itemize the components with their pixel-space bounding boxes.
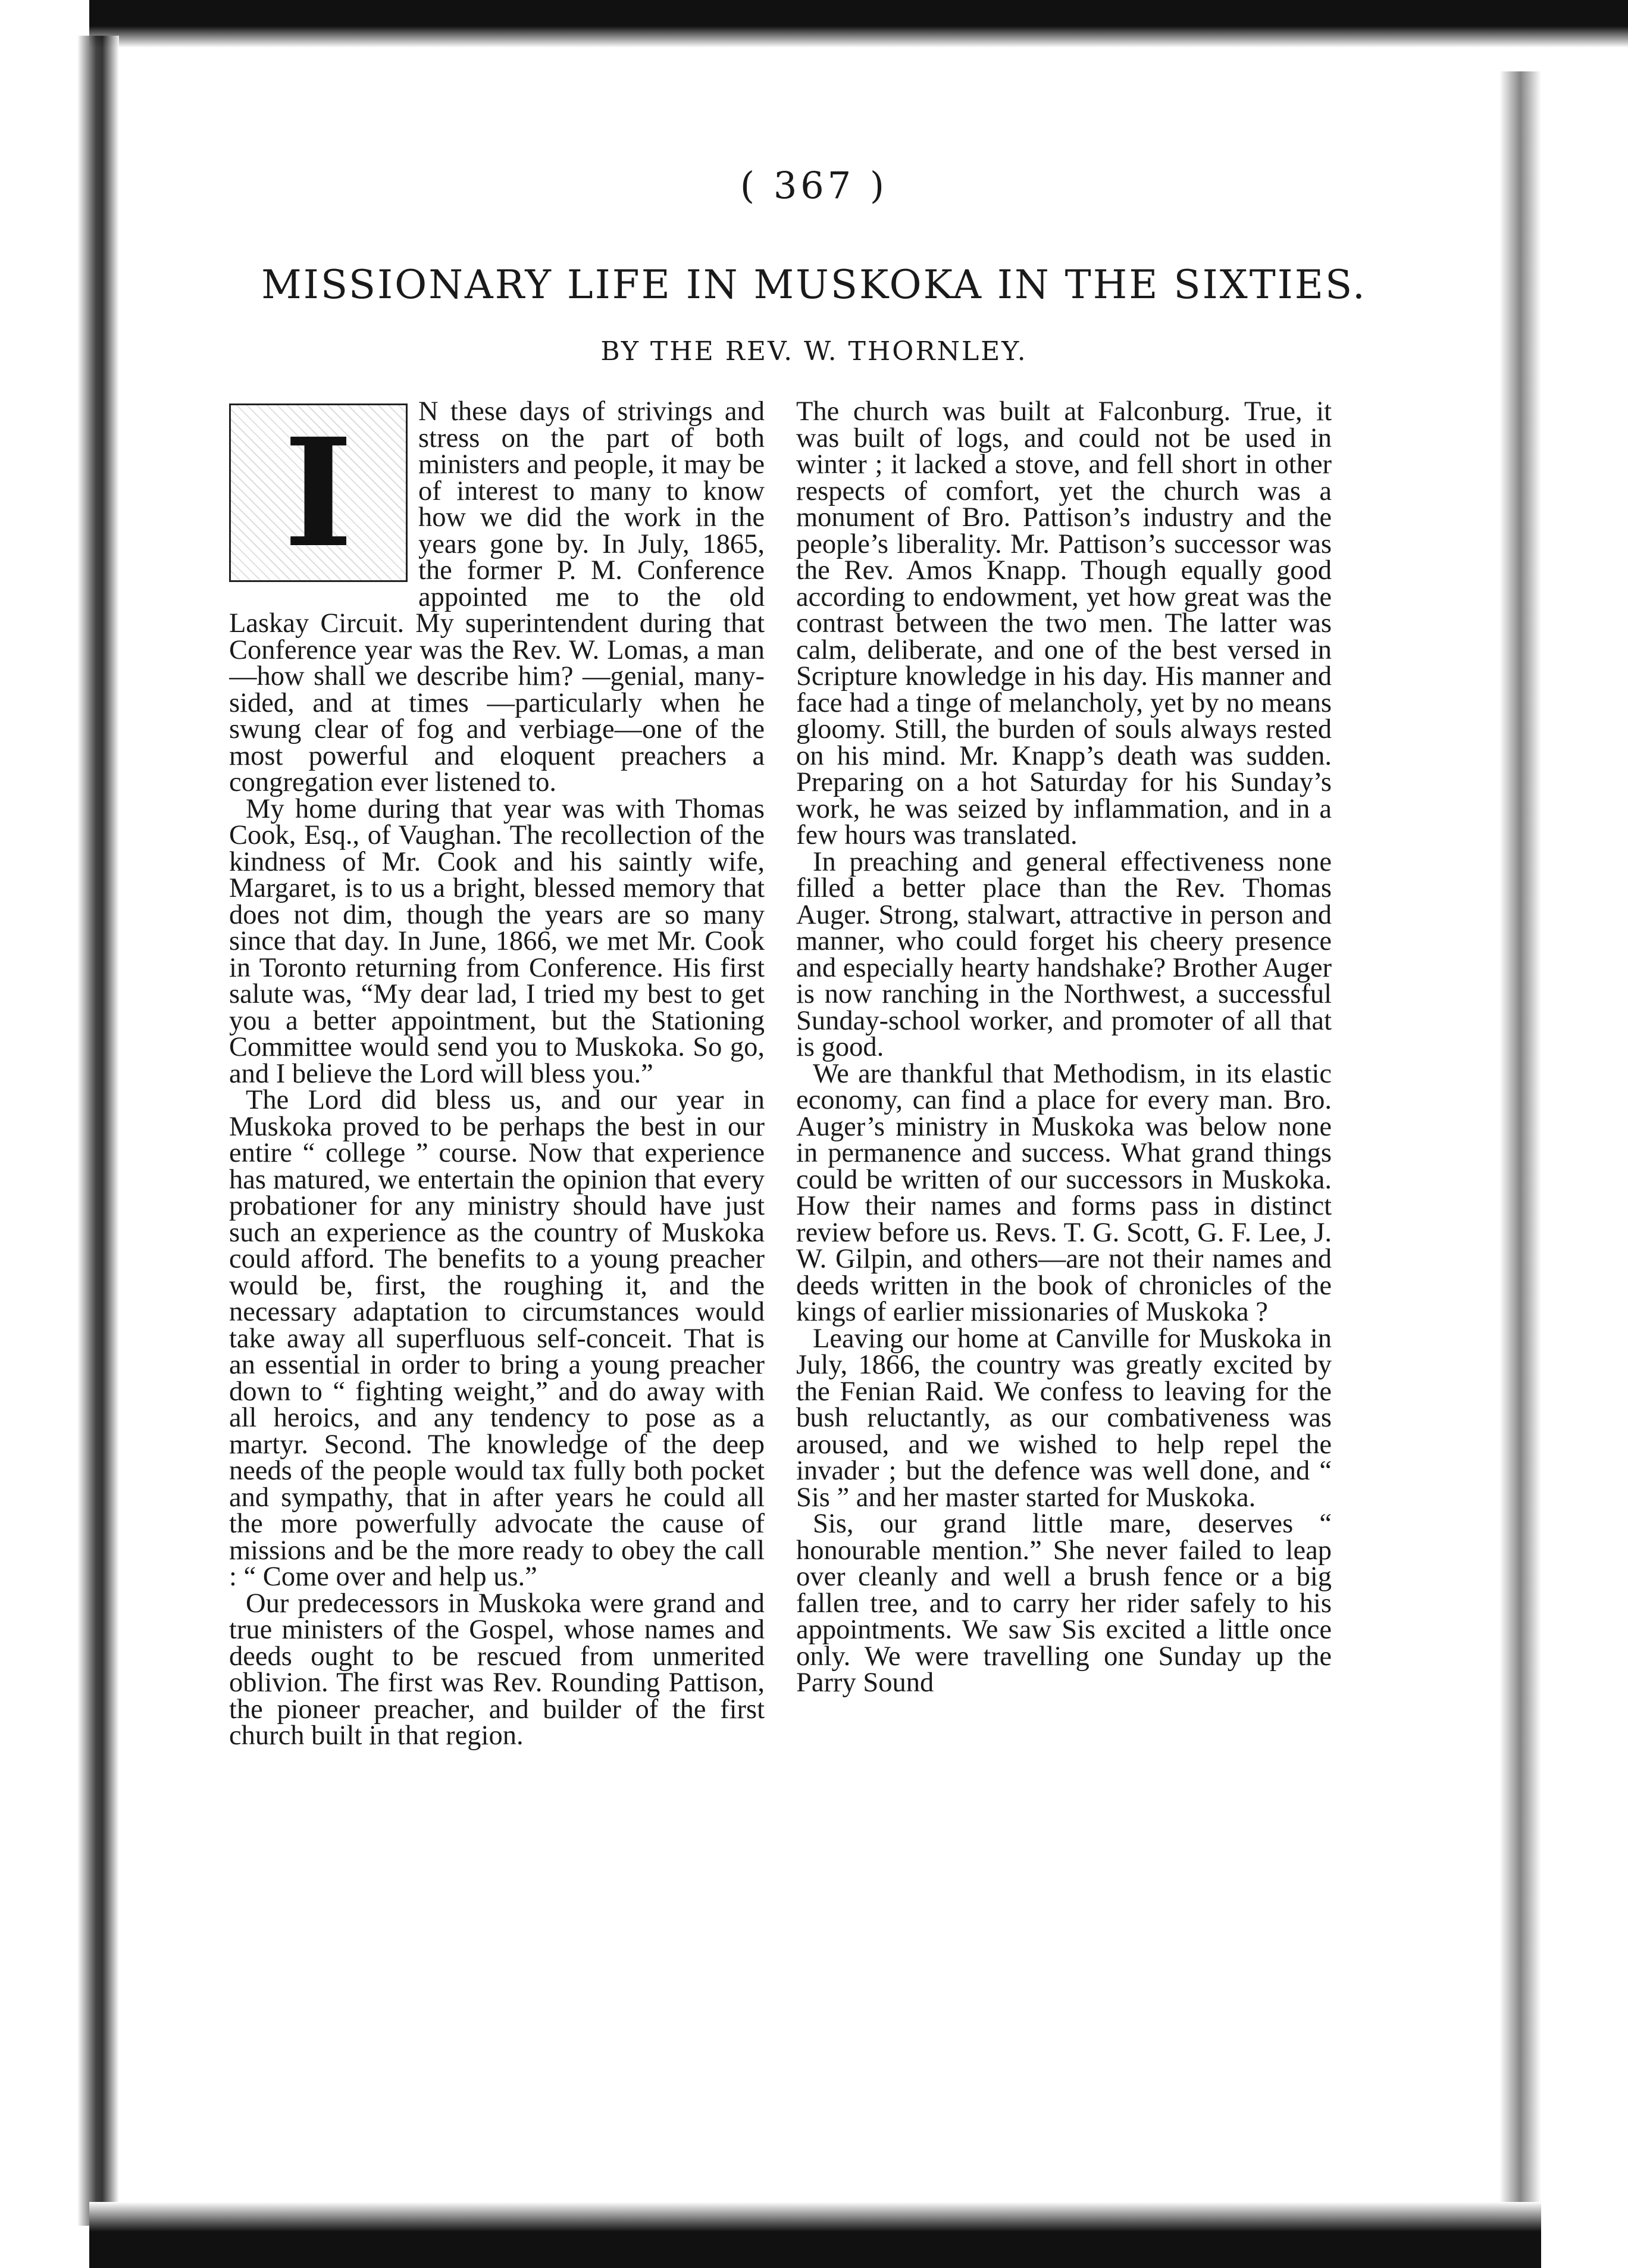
paragraph: The church was built at Falconburg. True, it was built of logs, and could not be used in winter ; it lacked a stove, and fell short in other respects of comfort, yet the church was a monument of Bro. Pattison’s industry and the people’s liberality. Mr. Pattison’s successor was the Rev. Amos Knapp. Though equally good according to endowment, yet how great was the contrast between the two men. The latter was calm, deliberate, and one of the best versed in Scripture knowledge in his day. His manner and face had a tinge of melancholy, yet by no means gloomy. Still, the burden of souls always rested on his mind. Mr. Knapp’s death was sudden. Preparing on a hot Saturday for his Sunday’s work, he was seized by inflammation, and in a few hours was translated.: [796, 399, 1332, 850]
drop-cap-letter: I: [283, 405, 353, 580]
page-number: ( 367 ): [740, 164, 888, 207]
right-column: [796, 399, 1332, 2125]
paragraph: N these days of strivings and stress on the part of both ministers and people, it may be of interest to many to know how we did the work in the years gone by. In July, 1865, the former P. M. Conference appointed me to the old Laskay Circuit. My superintendent during that Conference year was the Rev. W. Lomas, a man—how shall we describe him? —genial, many-sided, and at times —particularly when he swung clear of fog and verbiage—one of the most powerful and eloquent preachers a congregation ever listened to.: [229, 399, 765, 797]
paragraph: Sis, our grand little mare, deserves “ honourable mention.” She never failed to leap over cleanly and well a brush fence or a big fallen tree, and to carry her rider safely to his appointments. We saw Sis excited a little once only. We were travelling one Sunday up the Parry Sound: [796, 1509, 1332, 1698]
paragraph: Our predecessors in Muskoka were grand and true ministers of the Gospel, whose names and deeds ought to be rescued from unmerited oblivion. The first was Rev. Rounding Pattison, the pioneer preacher, and builder of the first church built in that region.: [229, 1588, 765, 1751]
article-title: MISSIONARY LIFE IN MUSKOKA IN THE SIXTIES.: [261, 262, 1367, 308]
paragraph: We are thankful that Methodism, in its elastic economy, can find a place for every man. Bro. Auger’s ministry in Muskoka was below none in permanence and success. What grand things could be written of our successors in Muskoka. How their names and forms pass in distinct review before us. Revs. T. G. Scott, G. F. Lee, J. W. Gilpin, and others—are not their names and deeds written in the book of chronicles of the kings of earlier missionaries of Muskoka ?: [796, 1058, 1332, 1327]
left-column: [229, 399, 765, 2125]
drop-cap-ornament: [229, 403, 408, 582]
paragraph: Leaving our home at Canville for Muskoka in July, 1866, the country was greatly excited by the Fenian Raid. We confess to leaving for the bush reluctantly, as our combativeness was aroused, and we wished to help repel the invader ; but the defence was well done, and “ Sis ” and her master started for Muskoka.: [796, 1323, 1332, 1513]
paragraph: My home during that year was with Thomas Cook, Esq., of Vaughan. The recollection of the kindness of Mr. Cook and his saintly wife, Margaret, is to us a bright, blessed memory that does not dim, though the years are so many since that day. In June, 1866, we met Mr. Cook in Toronto returning from Conference. His first salute was, “My dear lad, I tried my best to get you a better appointment, but the Stationing Committee would send you to Muskoka. So go, and I believe the Lord will bless you.”: [229, 793, 765, 1089]
paragraph: In preaching and general effectiveness none filled a better place than the Rev. Thomas Auger. Strong, stalwart, attractive in person and manner, who could forget his cheery presence and especially hearty handshake? Brother Auger is now ranching in the Northwest, a successful Sunday-school worker, and promoter of all that is good.: [796, 846, 1332, 1062]
article-byline: BY THE REV. W. THORNLEY.: [600, 336, 1028, 367]
scan-border-right: [1499, 71, 1541, 2244]
scan-border-top: [89, 0, 1628, 48]
scan-border-bottom: [89, 2202, 1541, 2268]
paragraph: The Lord did bless us, and our year in Muskoka proved to be perhaps the best in our entire “ college ” course. Now that experience has matured, we entertain the opinion that every probationer for any ministry should have just such an experience as the country of Muskoka could afford. The benefits to a young preacher would be, first, the roughing it, and the necessary adaptation to circumstances would take away all superfluous self-conceit. That is an essential in order to bring a young preacher down to “ fighting weight,” and do away with all heroics, and any tendency to pose as a martyr. Second. The knowledge of the deep needs of the people would tax fully both pocket and sympathy, that in after years he could all the more powerfully advocate the cause of missions and be the more ready to obey the call : “ Come over and help us.”: [229, 1085, 765, 1592]
